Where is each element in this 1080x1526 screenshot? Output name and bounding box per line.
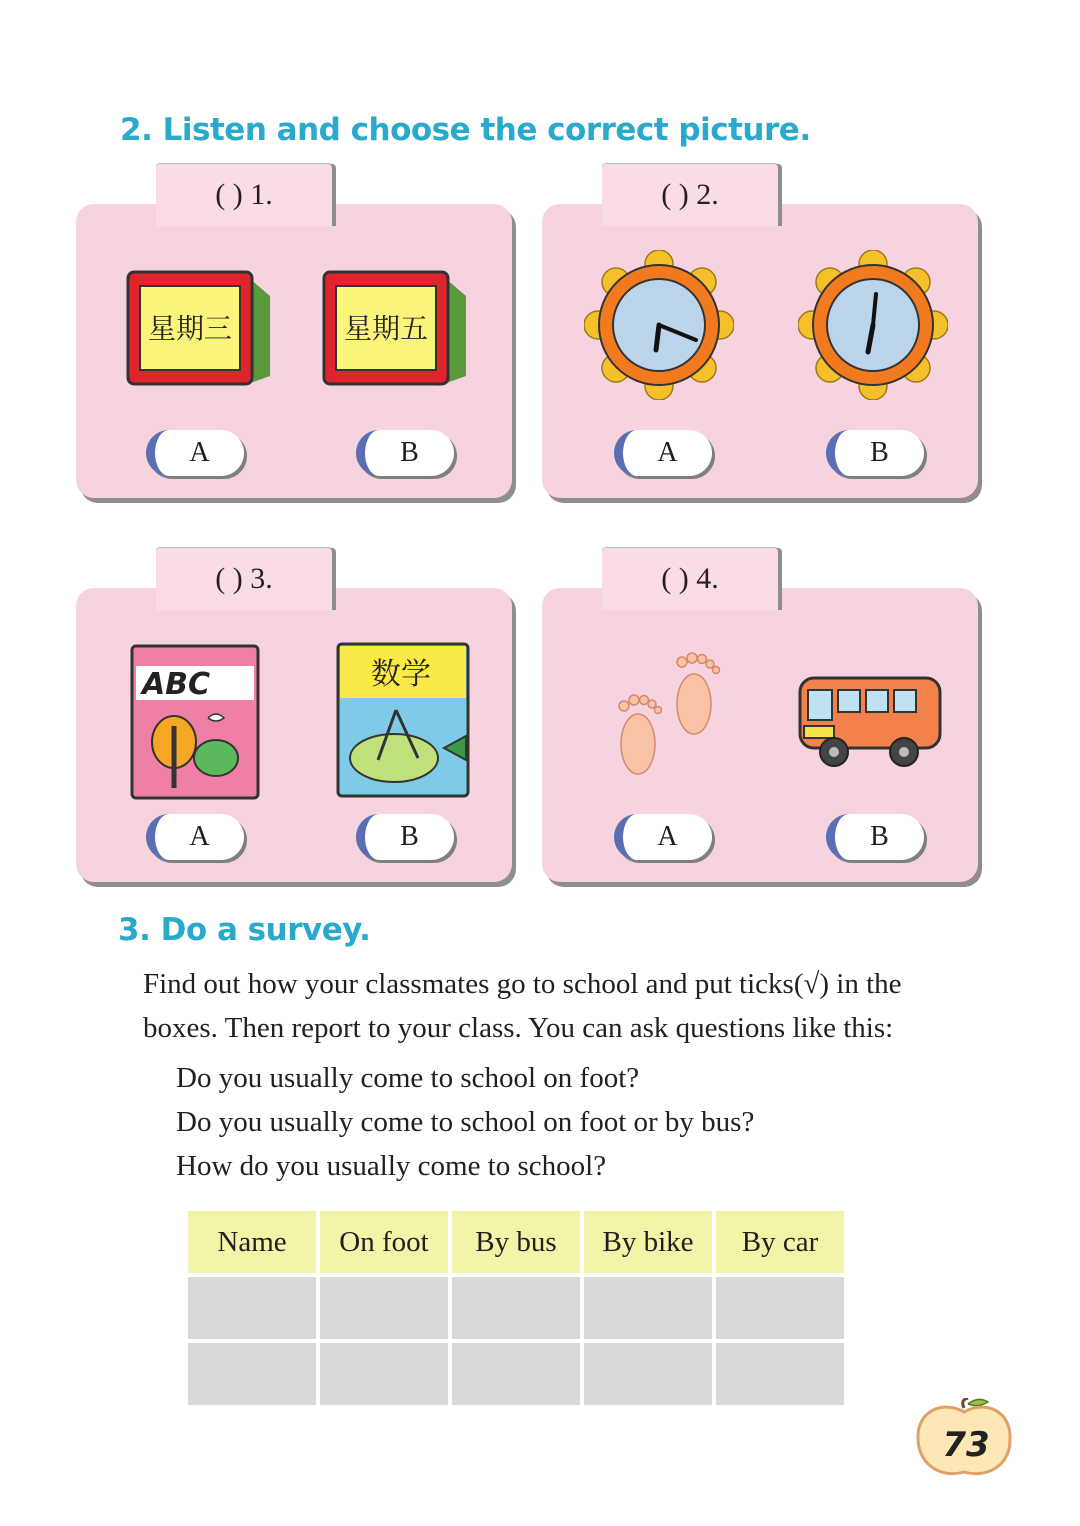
calendar-b-text: 星期五 [343, 312, 429, 345]
header-by-car: By car [716, 1211, 844, 1273]
question-label-4: ( ) 4. [602, 548, 778, 610]
table-row [188, 1343, 844, 1405]
book-a-text: ABC [141, 667, 211, 702]
page-number: 73 [942, 1425, 990, 1465]
clock-a-picture [584, 250, 734, 400]
table-cell[interactable] [320, 1343, 448, 1405]
table-cell[interactable] [320, 1277, 448, 1339]
header-name: Name [188, 1211, 316, 1273]
option-b-button-4[interactable]: B [826, 814, 924, 860]
table-cell[interactable] [584, 1277, 712, 1339]
option-a-button-1[interactable]: A [146, 430, 244, 476]
clock-b-picture [798, 250, 948, 400]
header-by-bus: By bus [452, 1211, 580, 1273]
header-on-foot: On foot [320, 1211, 448, 1273]
footprints-picture [608, 648, 728, 780]
question-label-3: ( ) 3. [156, 548, 332, 610]
question-label-2: ( ) 2. [602, 164, 778, 226]
calendar-a-text: 星期三 [147, 312, 233, 345]
question-line-1: Do you usually come to school on foot? [176, 1062, 640, 1094]
table-cell[interactable] [188, 1277, 316, 1339]
calendar-wednesday-picture [124, 266, 274, 392]
option-b-button-2[interactable]: B [826, 430, 924, 476]
option-a-button-2[interactable]: A [614, 430, 712, 476]
question-label-1: ( ) 1. [156, 164, 332, 226]
survey-table [184, 1207, 848, 1409]
table-cell[interactable] [452, 1343, 580, 1405]
table-cell[interactable] [188, 1343, 316, 1405]
question-line-2: Do you usually come to school on foot or by bus? [176, 1106, 755, 1138]
table-row [188, 1277, 844, 1339]
table-cell[interactable] [716, 1343, 844, 1405]
option-a-button-4[interactable]: A [614, 814, 712, 860]
section-2-title: 2. Listen and choose the correct picture. [120, 112, 811, 148]
section-3-title: 3. Do a survey. [118, 912, 371, 948]
table-cell[interactable] [716, 1277, 844, 1339]
table-cell[interactable] [452, 1277, 580, 1339]
header-by-bike: By bike [584, 1211, 712, 1273]
instruction-line-2: boxes. Then report to your class. You can ask questions like this: [143, 1012, 894, 1044]
math-book-picture [334, 640, 472, 800]
option-a-button-3[interactable]: A [146, 814, 244, 860]
bus-picture [794, 668, 946, 772]
book-b-text: 数学 [371, 657, 431, 692]
instruction-line-1: Find out how your classmates go to school and put ticks(√) in the [143, 968, 902, 1000]
option-b-button-1[interactable]: B [356, 430, 454, 476]
apple-page-number-icon [914, 1398, 1014, 1480]
english-book-picture [128, 642, 262, 802]
table-cell[interactable] [584, 1343, 712, 1405]
question-line-3: How do you usually come to school? [176, 1150, 607, 1182]
calendar-friday-picture [320, 266, 470, 392]
option-b-button-3[interactable]: B [356, 814, 454, 860]
table-header-row [188, 1211, 844, 1273]
